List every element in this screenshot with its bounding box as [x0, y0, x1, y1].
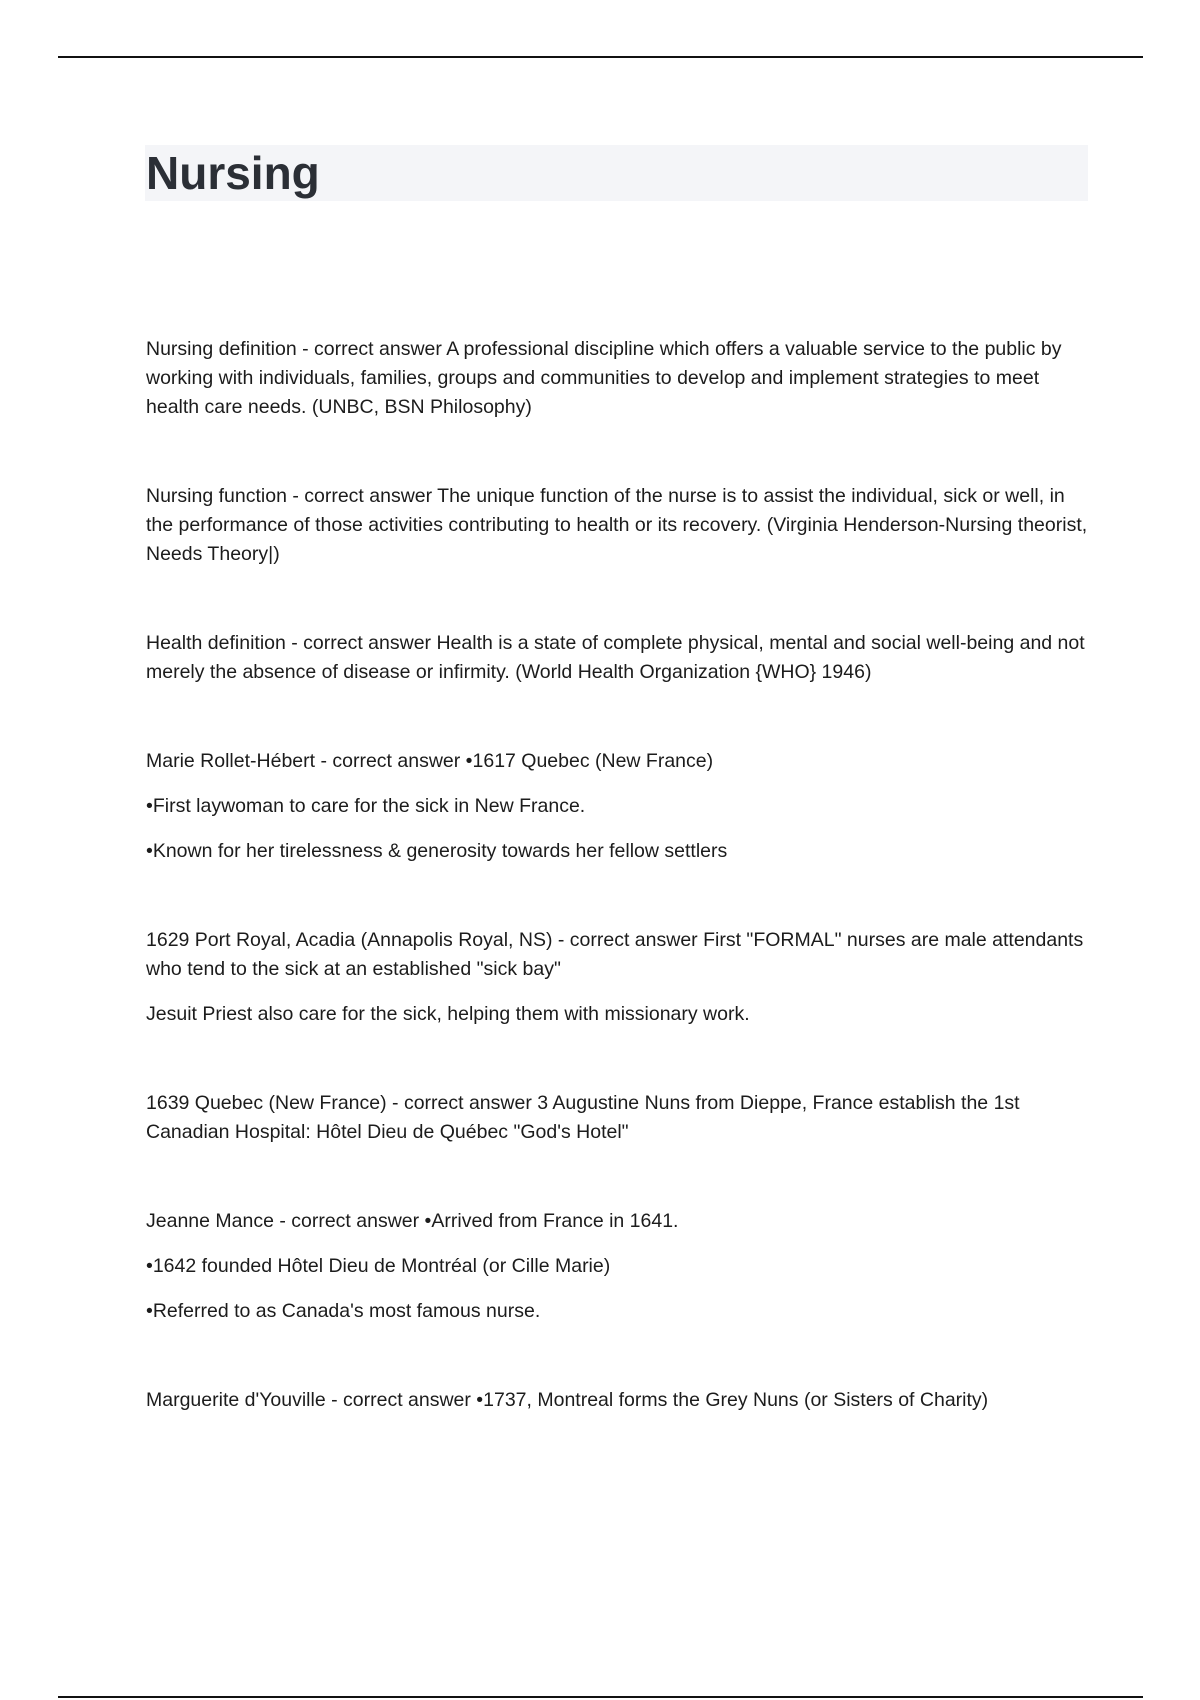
entry-paragraph: Jesuit Priest also care for the sick, helping them with missionary work.	[146, 1003, 750, 1025]
entry-marguerite-dyouville	[146, 1386, 1091, 1415]
entry-paragraph: 1639 Quebec (New France) - correct answer 3 Augustine Nuns from Dieppe, France establish the 1st Canadian Hospital: Hôtel Dieu de Québec "God's Hotel"	[146, 1092, 1020, 1143]
entry-bullet: •Known for her tirelessness & generosity towards her fellow settlers	[146, 840, 728, 862]
entry-marie-rollet-hebert	[146, 747, 1091, 866]
entry-jeanne-mance	[146, 1207, 1091, 1326]
entry-health-definition	[146, 629, 1091, 687]
entry-port-royal-1629	[146, 926, 1091, 1029]
entry-paragraph: Nursing definition - correct answer A professional discipline which offers a valuable service to the public by working with individuals, families, groups and communities to develop and implement strategies to meet health care needs. (UNBC, BSN Philosophy)	[146, 338, 1062, 418]
entry-bullet: •Referred to as Canada's most famous nurse.	[146, 1300, 541, 1322]
bottom-rule	[58, 1696, 1143, 1698]
page-title: Nursing	[146, 147, 320, 199]
entry-nursing-function	[146, 482, 1091, 569]
entry-paragraph: Marie Rollet-Hébert - correct answer •1617 Quebec (New France)	[146, 750, 714, 772]
entry-nursing-definition	[146, 335, 1091, 422]
top-rule	[58, 56, 1143, 58]
entry-paragraph: Jeanne Mance - correct answer •Arrived from France in 1641.	[146, 1210, 679, 1232]
entry-bullet: •First laywoman to care for the sick in New France.	[146, 795, 586, 817]
entry-quebec-1639	[146, 1089, 1091, 1147]
entry-paragraph: 1629 Port Royal, Acadia (Annapolis Royal, NS) - correct answer First "FORMAL" nurses are male attendants who tend to the sick at an established "sick bay"	[146, 929, 1084, 980]
entry-paragraph: Health definition - correct answer Health is a state of complete physical, mental and social well-being and not merely the absence of disease or infirmity. (World Health Organization {WHO} 1946)	[146, 632, 1085, 683]
entry-paragraph: Marguerite d'Youville - correct answer •1737, Montreal forms the Grey Nuns (or Sisters of Charity)	[146, 1389, 989, 1411]
entry-paragraph: Nursing function - correct answer The unique function of the nurse is to assist the individual, sick or well, in the performance of those activities contributing to health or its recovery. (Virginia Henderson-Nursing theorist, Needs Theory|)	[146, 485, 1088, 565]
entry-bullet: •1642 founded Hôtel Dieu de Montréal (or Cille Marie)	[146, 1255, 611, 1277]
document-body	[146, 335, 1091, 1475]
